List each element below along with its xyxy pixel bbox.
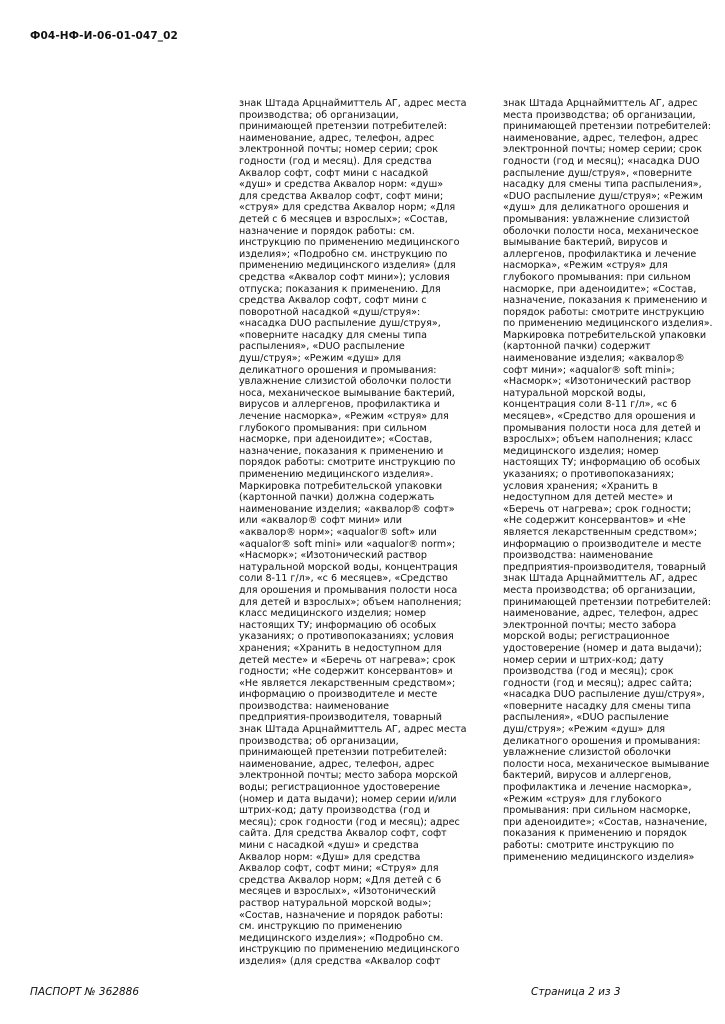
text-line: «Насморк»; «Изотонический раствор xyxy=(503,376,691,388)
text-line: «Режим «струя» для глубокого xyxy=(503,793,662,805)
text-line: наименование, адрес, телефон, адрес xyxy=(239,132,435,144)
text-line: (картонной пачки) должна содержать xyxy=(239,492,435,504)
text-line: (номер и дата выдачи); номер серии и/или xyxy=(239,793,457,805)
text-line: воды; регистрационное удостоверение xyxy=(239,782,440,794)
text-line: инструкцию по применению медицинского xyxy=(239,944,460,956)
passport-number: ПАСПОРТ № 362886 xyxy=(30,986,139,998)
text-line: годности; «Не содержит консервантов» и xyxy=(239,666,453,678)
text-line: деликатного орошения и промывания: xyxy=(503,735,701,747)
text-line: «душ» для деликатного орошения и xyxy=(503,202,689,214)
text-line: назначение и порядок работы: см. xyxy=(239,225,415,237)
text-line: электронной почты; номер серии; срок xyxy=(239,144,439,156)
text-line: Аквалор норм: «Душ» для средства xyxy=(239,851,421,863)
text-line: см. инструкцию по применению xyxy=(239,921,403,933)
text-line: носа, механическое вымывание бактерий, xyxy=(239,387,455,399)
text-line: средства Аквалор норм; «Для детей с 6 xyxy=(239,874,442,886)
text-line: указаниях; о противопоказаниях; условия xyxy=(239,631,454,643)
text-line: для средства Аквалор софт, софт мини; xyxy=(239,190,444,202)
text-line: натуральной морской воды, концентрация xyxy=(239,561,458,573)
text-line: показания к применению и порядок xyxy=(503,828,688,840)
text-line: применению медицинского изделия» xyxy=(503,851,695,863)
text-line: хранения; «Хранить в недоступном для xyxy=(239,642,442,654)
text-line: вымывание бактерий, вирусов и xyxy=(503,237,668,249)
text-line: насморке, при аденоидите»; «Состав, xyxy=(239,434,433,446)
text-line: инструкцию по применению медицинского xyxy=(239,237,460,249)
text-line: распыления», «DUO распыление xyxy=(239,341,405,353)
text-line: софт мини»; «aqualor® soft mini»; xyxy=(503,364,675,376)
text-line: информацию о производителе и месте xyxy=(239,689,438,701)
text-line: «поверните насадку для смены типа xyxy=(503,700,692,712)
text-line: отпуска; показания к применению. Для xyxy=(239,283,441,295)
text-line: знак Штада Арцнаймиттель АГ, адрес xyxy=(503,98,698,109)
text-line: лечение насморка», «Режим «струя» для xyxy=(239,411,449,423)
text-line: промывания: увлажнение слизистой xyxy=(503,213,690,225)
text-line: «насадка DUO распыление душ/струя», xyxy=(503,689,705,701)
text-line: душ/струя»; «Режим «душ» для xyxy=(239,353,402,365)
text-line: наименование, адрес, телефон, адрес xyxy=(503,608,699,620)
text-line: производства; об организации, xyxy=(239,109,399,121)
text-line: насадку для смены типа распыления», xyxy=(503,179,702,191)
text-line: насморке, при аденоидите»; «Состав, xyxy=(503,283,697,295)
text-line: места производства; об организации, xyxy=(503,109,696,121)
text-line: назначение, показания к применению и xyxy=(239,445,444,457)
text-line: электронной почты; место забора морской xyxy=(239,770,458,782)
text-line: знак Штада Арцнаймиттель АГ, адрес xyxy=(503,573,698,585)
text-line: наименование изделия; «аквалор® xyxy=(503,353,685,365)
text-line: «DUO распыление душ/струя»; «Режим xyxy=(503,190,703,202)
text-line: деликатного орошения и промывания: xyxy=(239,364,437,376)
text-line: принимающей претензии потребителей: xyxy=(239,121,448,133)
text-line: электронной почты; номер серии; срок xyxy=(503,144,703,156)
text-line: распыление душ/струя», «поверните xyxy=(503,167,692,179)
text-line: бактерий, вирусов и аллергенов, xyxy=(503,770,672,782)
text-line: «аквалор® норм»; «aqualor® soft» или xyxy=(239,526,437,538)
text-line: медицинского изделия»; «Подробно см. xyxy=(239,932,444,944)
text-line: «поверните насадку для смены типа xyxy=(239,329,428,341)
text-line: класс медицинского изделия; номер xyxy=(239,608,427,620)
text-line: по применению медицинского изделия». xyxy=(503,318,713,330)
right-text-column xyxy=(503,98,716,863)
text-line: увлажнение слизистой оболочки полости xyxy=(239,376,452,388)
text-line: (картонной пачки) содержит xyxy=(503,341,651,353)
text-line: при аденоидите»; «Состав, назначение, xyxy=(503,816,708,828)
text-line: сайта. Для средства Аквалор софт, софт xyxy=(239,828,447,840)
text-line: условия хранения; «Хранить в xyxy=(503,480,658,492)
text-line: порядок работы: смотрите инструкцию по xyxy=(239,457,456,469)
text-line: настоящих ТУ; информацию об особых xyxy=(503,457,701,469)
text-line: удостоверение (номер и дата выдачи); xyxy=(503,642,703,654)
text-line: порядок работы: смотрите инструкцию xyxy=(503,306,705,318)
text-line: Аквалор софт, софт мини; «Струя» для xyxy=(239,863,439,875)
text-line: морской воды; регистрационное xyxy=(503,631,670,643)
text-line: производства; об организации, xyxy=(239,735,399,747)
text-line: насморка», «Режим «струя» для xyxy=(503,260,668,272)
text-line: настоящих ТУ; информацию об особых xyxy=(239,619,437,631)
text-line: производства (год и месяц); срок xyxy=(503,666,674,678)
text-line: принимающей претензии потребителей: xyxy=(503,596,712,608)
text-line: месяц); срок годности (год и месяц); адрес xyxy=(239,816,460,828)
text-line: изделия» (для средства «Аквалор софт xyxy=(239,955,441,967)
text-line: «Беречь от нагрева»; срок годности; xyxy=(503,503,692,515)
text-line: знак Штада Арцнаймиттель АГ, адрес места xyxy=(239,724,467,736)
text-line: электронной почты; место забора xyxy=(503,619,677,631)
text-line: указаниях; о противопоказаниях; xyxy=(503,469,675,480)
text-line: «aqualor® soft mini» или «aqualor® norm»; xyxy=(239,538,456,550)
text-line: является лекарственным средством»; xyxy=(503,526,698,538)
text-line: поворотной насадкой «душ/струя»: xyxy=(239,306,421,318)
text-line: работы: смотрите инструкцию по xyxy=(503,840,675,851)
text-line: средства Аквалор софт, софт мини с xyxy=(239,295,427,307)
text-line: вирусов и аллергенов, профилактика и xyxy=(239,399,441,411)
text-line: назначение, показания к применению и xyxy=(503,295,708,307)
text-line: или «аквалор® софт мини» или xyxy=(239,515,402,527)
text-line: места производства; об организации, xyxy=(503,584,696,596)
text-line: натуральной морской воды, xyxy=(503,387,646,399)
text-line: промывания полости носа для детей и xyxy=(503,422,701,434)
text-line: наименование изделия; «аквалор® софт» xyxy=(239,503,455,515)
text-line: мини с насадкой «душ» и средства xyxy=(239,840,419,851)
text-line: «насадка DUO распыление душ/струя», xyxy=(239,318,441,330)
text-line: информацию о производителе и месте xyxy=(503,538,702,550)
text-line: годности (год и месяц). Для средства xyxy=(239,155,432,167)
text-line: принимающей претензии потребителей: xyxy=(239,747,448,759)
text-line: применению медицинского изделия» (для xyxy=(239,260,456,272)
text-line: для детей и взрослых»; объем наполнения; xyxy=(239,596,462,608)
text-line: оболочки полости носа, механическое xyxy=(503,225,699,237)
document-code: Ф04-НФ-И-06-01-047_02 xyxy=(30,30,178,42)
text-line: применению медицинского изделия». xyxy=(239,469,434,480)
text-line: знак Штада Арцнаймиттель АГ, адрес места xyxy=(239,98,467,109)
text-line: предприятия-производителя, товарный xyxy=(503,561,706,573)
text-line: полости носа, механическое вымывание xyxy=(503,758,710,770)
text-line: годности (год и месяц); «насадка DUO xyxy=(503,155,700,167)
text-line: аллергенов, профилактика и лечение xyxy=(503,248,697,260)
text-line: «Не содержит консервантов» и «Не xyxy=(503,515,686,527)
text-line: распыления», «DUO распыление xyxy=(503,712,669,724)
left-text-column xyxy=(239,98,467,968)
text-line: «струя» для средства Аквалор норм; «Для xyxy=(239,202,456,214)
text-line: Маркировка потребительской упаковки xyxy=(503,329,707,341)
text-line: «Состав, назначение и порядок работы: xyxy=(239,909,444,921)
text-line: глубокого промывания: при сильном xyxy=(239,422,427,434)
text-line: штрих-код; дату производства (год и xyxy=(239,805,430,817)
text-line: «Насморк»; «Изотонический раствор xyxy=(239,550,427,562)
text-line: изделия»; «Подробно см. инструкцию по xyxy=(239,248,448,260)
text-line: душ/струя»; «Режим «душ» для xyxy=(503,724,666,736)
text-line: взрослых»; объем наполнения; класс xyxy=(503,434,693,446)
text-line: детей месте» и «Беречь от нагрева»; срок xyxy=(239,654,456,666)
text-line: соли 8-11 г/л», «с 6 месяцев», «Средство xyxy=(239,573,448,585)
text-line: концентрация соли 8-11 г/л», «с 6 xyxy=(503,399,677,411)
text-line: Маркировка потребительской упаковки xyxy=(239,480,443,492)
text-line: производства: наименование xyxy=(239,700,390,712)
text-line: медицинского изделия; номер xyxy=(503,445,659,457)
text-line: детей с 6 месяцев и взрослых»; «Состав, xyxy=(239,213,448,225)
text-line: «душ» и средства Аквалор норм: «душ» xyxy=(239,179,444,191)
text-line: месяцев и взрослых», «Изотонический xyxy=(239,886,437,898)
text-line: профилактика и лечение насморка», xyxy=(503,782,692,794)
text-line: годности (год и месяц); адрес сайта; xyxy=(503,677,693,689)
page-counter: Страница 2 из 3 xyxy=(531,986,621,998)
text-line: увлажнение слизистой оболочки xyxy=(503,747,671,759)
text-line: номер серии и штрих-код; дату xyxy=(503,654,664,666)
text-line: для орошения и промывания полости носа xyxy=(239,584,458,596)
text-line: глубокого промывания: при сильном xyxy=(503,271,691,283)
text-line: предприятия-производителя, товарный xyxy=(239,712,442,724)
text-line: производства: наименование xyxy=(503,550,654,562)
text-line: принимающей претензии потребителей: xyxy=(503,121,712,133)
text-line: средства «Аквалор софт мини»); условия xyxy=(239,271,450,283)
text-line: наименование, адрес, телефон, адрес xyxy=(503,132,699,144)
text-line: промывания: при сильном насморке, xyxy=(503,805,691,817)
text-line: раствор натуральной морской воды»; xyxy=(239,897,432,909)
text-line: Аквалор софт, софт мини с насадкой xyxy=(239,167,429,179)
text-line: недоступном для детей месте» и xyxy=(503,492,673,504)
text-line: «Не является лекарственным средством»; xyxy=(239,677,456,689)
text-line: месяцев», «Средство для орошения и xyxy=(503,411,696,423)
text-line: наименование, адрес, телефон, адрес xyxy=(239,758,435,770)
